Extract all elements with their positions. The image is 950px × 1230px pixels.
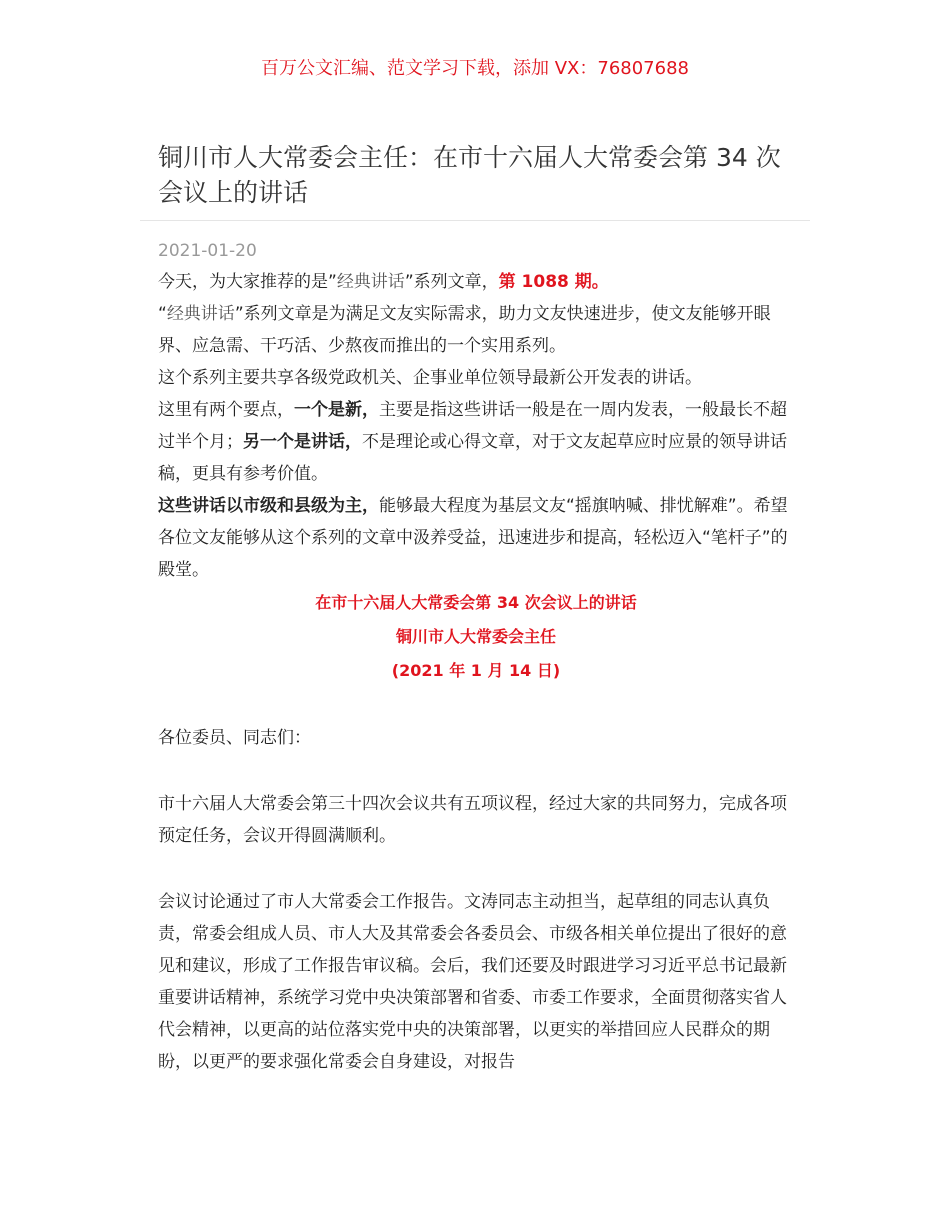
series-name: 经典讲话 bbox=[166, 304, 235, 324]
promo-banner: 百万公文汇编、范文学习下载，添加 VX：76807688 bbox=[261, 58, 689, 79]
intro-text: ”系列文章， bbox=[404, 272, 499, 292]
article-title: 铜川市人大常委会主任：在市十六届人大常委会第 34 次会议上的讲话 bbox=[158, 143, 781, 207]
intro-text: 不是理论或心得文章，对于文友起草应时应景的领导讲话稿，更具有参考价值。 bbox=[158, 432, 787, 484]
key-point-level: 这些讲话以市级和县级为主， bbox=[158, 496, 379, 516]
speech-date: (2021 年 1 月 14 日) bbox=[391, 661, 561, 680]
spacer bbox=[158, 754, 794, 788]
speech-salutation: 各位委员、同志们： bbox=[158, 728, 311, 748]
spacer bbox=[158, 688, 794, 722]
series-name: 经典讲话 bbox=[336, 272, 405, 292]
speech-paragraph-1: 市十六届人大常委会第三十四次会议共有五项议程，经过大家的共同努力，完成各项预定任务，会议开得圆满顺利。 bbox=[158, 794, 787, 846]
article-body bbox=[158, 266, 794, 1078]
intro-paragraph-1 bbox=[158, 266, 794, 298]
intro-text: 能够最大程度为基层文友“摇旗呐喊、排忧解难”。希望各位文友能够从这个系列的文章中汲养受益，迅速进步和提高，轻松迈入“笔杆子”的殿堂。 bbox=[158, 496, 788, 580]
intro-paragraph-3: 这个系列主要共享各级党政机关、企事业单位领导最新公开发表的讲话。 bbox=[158, 368, 702, 388]
speech-heading: 在市十六届人大常委会第 34 次会议上的讲话 bbox=[315, 593, 637, 612]
speech-speaker: 铜川市人大常委会主任 bbox=[395, 627, 556, 646]
key-point-new: 一个是新， bbox=[294, 400, 379, 420]
speech-paragraph-2: 会议讨论通过了市人大常委会工作报告。文涛同志主动担当，起草组的同志认真负责，常委会组成人员、市人大及其常委会各委员会、市级各相关单位提出了很好的意见和建议，形成了工作报告审议稿。会后，我们还要及时跟进学习习近平总书记最新重要讲话精神，系统学习党中央决策部署和省委、市委工作要求，全面贯彻落实省人代会精神，以更高的站位落实党中央的决策部署，以更实的举措回应人民群众的期盼，以更严的要求强化常委会自身建设，对报告 bbox=[158, 892, 787, 1072]
publish-date: 2021-01-20 bbox=[158, 241, 257, 261]
intro-paragraph-5 bbox=[158, 490, 794, 586]
intro-paragraph-4 bbox=[158, 394, 794, 490]
intro-text: “ bbox=[158, 304, 167, 324]
spacer bbox=[158, 852, 794, 886]
intro-text: 这里有两个要点， bbox=[158, 400, 294, 420]
title-divider bbox=[140, 220, 810, 221]
intro-text: ”系列文章是为满足文友实际需求，助力文友快速进步，使文友能够开眼界、应急需、干巧活、少熬夜而推出的一个实用系列。 bbox=[158, 304, 771, 356]
intro-text: 今天，为大家推荐的是” bbox=[158, 272, 337, 292]
intro-paragraph-2 bbox=[158, 298, 794, 362]
issue-number: 第 1088 期。 bbox=[498, 272, 609, 292]
key-point-speech: 另一个是讲话， bbox=[243, 432, 362, 452]
intro-text: 主要是指这些讲话一般是在一周内发表，一般最长不超过半个月； bbox=[158, 400, 787, 452]
